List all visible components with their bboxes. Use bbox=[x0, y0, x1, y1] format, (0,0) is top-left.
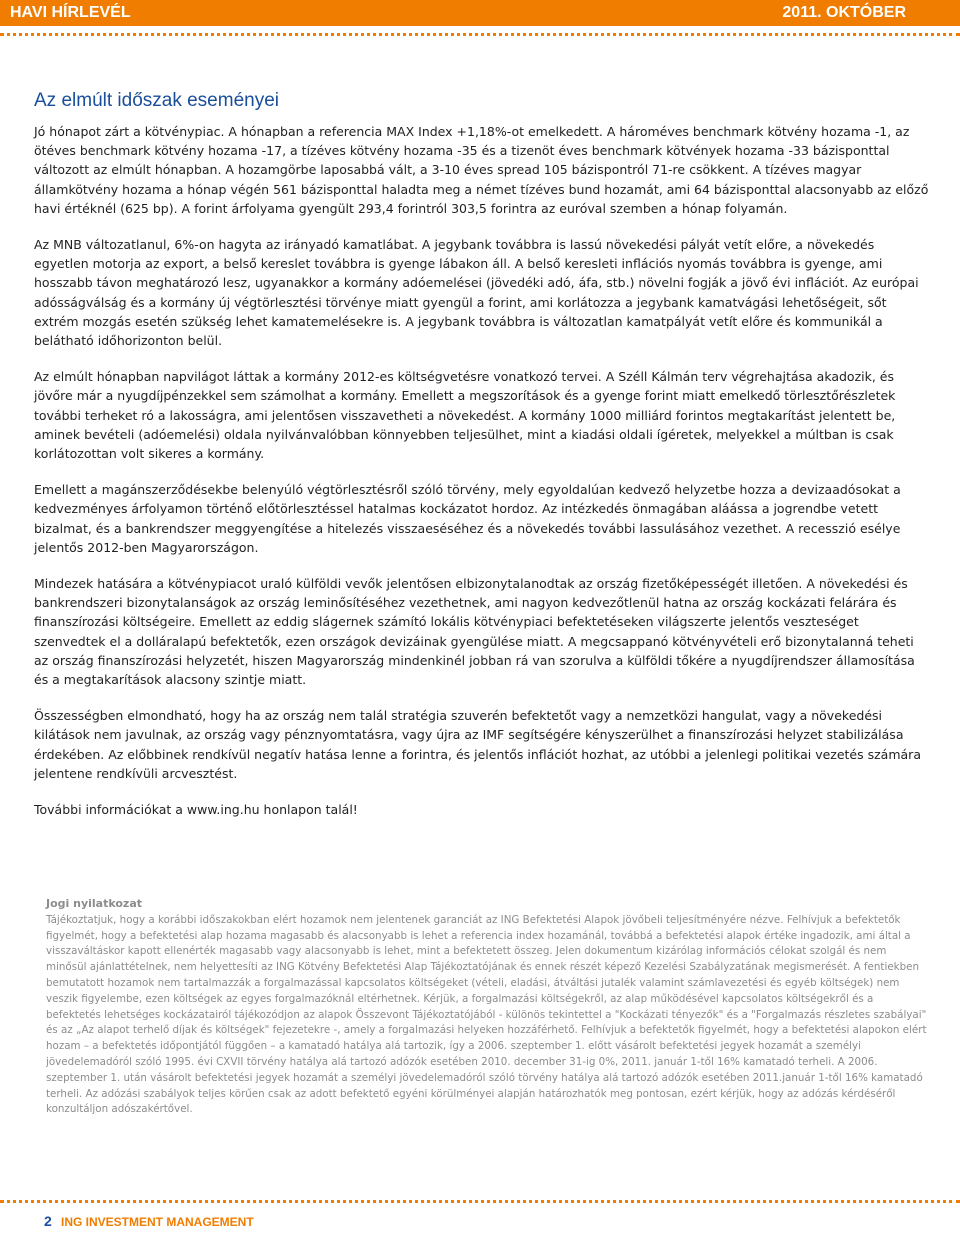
disclaimer-text: Tájékoztatjuk, hogy a korábbi időszakokban elért hozamok nem jelentenek garanciát az ING Befektetési Alapok jövőbeli teljesítményére nézve. Felhívjuk a befektetők figyelmét, hogy a befektetési alap hozama magasabb és alacsonyabb is lehet a referencia index hozamánál, továbbá a befektetési alapok értéke ingadozik, ami által a visszaváltáskor kapott ellenérték magasabb vagy alacsonyabb is lehet, mint a befektetett összeg. Jelen dokumentum kizárólag információs célokat szolgál és nem minősül ajánlattételnek, nem helyettesíti az ING Kötvény Befektetési Alap Tájékoztatójának és ennek részét képező Kezelési Szabályzatának megismerését. A fentiekben bemutatott hozamok nem tartalmazzák a forgalmazással kapcsolatos költségeket (vételi, eladási, átváltási jutalék valamint számlavezetési és egyéb költségek) nem veszik figyelembe, ezen költségek az egyes forgalmazóknál eltérhetnek. Kérjük, a forgalmazási költségekről, az alap működésével kapcsolatos költségekről és a befektetés lehetséges kockázatairól tájékozódjon az alapok Összevont Tájékoztatójából - különös tekintettel a "Kockázati tényezők" és a "Forgalmazás részletes szabályai" és az „Az alapot terhelő díjak és költségek" fejezetekre -, amely a forgalmazási helyeken hozzáférhető. Felhívjuk a befektetők figyelmét, hogy a befektetési alapokon elért hozam – a befektetés időpontjától függően – a kamatadó hatálya alá tartozik, így a 2006. szeptember 1. előtt vásárolt befektetési jegyek hozamát a személyi jövedelemadóról szóló 1995. évi CXVII törvény hatálya alá tartozó adózók esetében 2010. december 31-ig 0%, 2011. január 1-től 16% kamatadó terheli. A 2006. szeptember 1. után vásárolt befektetési jegyek hozamát a személyi jövedelemadóról szóló törvény hatálya alá tartozó adózók esetében 2011.január 1-től 16% kamatadó terheli. Az adózási szabályok teljes körűen csak az adott befektető egyéni körülményei alapján határozhatók meg pontosan, ezért kérjük, hogy az adózás kérdéséről konzultáljon adószakértővel. bbox=[46, 913, 927, 1116]
paragraph: Az MNB változatlanul, 6%-on hagyta az irányadó kamatlábat. A jegybank továbbra is lassú növekedési pályát vetít előre, a növekedés egyetlen motorja az export, a belső kereslet továbbra is gyenge lábakon áll. A belső keresleti inflációs nyomás továbbra is gyenge, ami hosszabb távon meghatározó lesz, ugyanakkor a kormány adóemelései (jövedéki adó, áfa, stb.) növelni fogják a jövő évi inflációt. Az európai adósságválság és a kormány új végtörlesztési törvénye miatt gyengül a forint, ami korlátozza a jegybank kamatvágási lehetőségeit, sőt extrém mozgás esetén szükség lehet kamatemelésekre is. A jegybank továbbra is változatlan kamatpályát vetít előre és kommunikál a belátható időhorizonton belül. bbox=[34, 237, 919, 349]
header-divider bbox=[0, 33, 960, 36]
paragraph: Emellett a magánszerződésekbe belenyúló végtörlesztésről szóló törvény, mely egyoldalúan kedvező helyzetbe hozza a devizaadósokat a kedvezményes árfolyamon történő előtörlesztéssel hatalmas kockázatot hordoz. Az intézkedés önmagában aláássa a jogrendbe vetett bizalmat, és a bankrendszer meggyengítése a hitelezés visszaeséséhez és a növekedés további lassulásához vezethet. A recesszió esélye jelentős 2012-ben Magyarországon. bbox=[34, 482, 901, 555]
article-body bbox=[34, 122, 930, 836]
newsletter-title: HAVI HÍRLEVÉL bbox=[10, 4, 131, 21]
disclaimer-title: Jogi nyilatkozat bbox=[46, 897, 143, 910]
issue-date: 2011. OKTÓBER bbox=[782, 4, 906, 21]
more-info-line: További információkat a www.ing.hu honlapon talál! bbox=[34, 802, 358, 818]
page-number: 2 bbox=[44, 1213, 52, 1229]
legal-disclaimer bbox=[46, 896, 928, 1118]
paragraph: Összességben elmondható, hogy ha az ország nem talál stratégia szuverén befektetőt vagy a nemzetközi hangulat, vagy a növekedési kilátások nem javulnak, az ország vagy pénznyomtatásra, vagy újra az IMF segítségére kényszerülhet a finanszírozási helyzet stabilizálása érdekében. Az előbbinek rendkívül negatív hatása lenne a forintra, és jelentős inflációt hozhat, az utóbbi a jelenlegi politikai vezetés számára jelentene rendkívüli arcvesztést. bbox=[34, 708, 921, 781]
paragraph: Jó hónapot zárt a kötvénypiac. A hónapban a referencia MAX Index +1,18%-ot emelkedett. A hároméves benchmark kötvény hozama -1, az ötéves benchmark kötvény hozama -17, a tízéves kötvény hozama -35 és a tizenöt éves benchmark kötvények hozama -33 bázisponttal változott az elmúlt hónapban. A hozamgörbe laposabbá vált, a 3-10 éves spread 105 bázispontról 71-re csökkent. A tízéves magyar államkötvény hozama a hónap végén 561 bázisponttal haladta meg a német tízéves bund hozamát, ami 64 bázisponttal alacsonyabb az előző havi értéknél (625 bp). A forint árfolyama gyengült 293,4 forintról 303,5 forintra az euróval szemben a hónap folyamán. bbox=[34, 124, 929, 216]
paragraph: Az elmúlt hónapban napvilágot láttak a kormány 2012-es költségvetésre vonatkozó tervei. A Széll Kálmán terv végrehajtása akadozik, és jövőre már a nyugdíjpénzekkel sem számolhat a kormány. Emellett a megszorítások és a gyenge forint miatt emelkedő törlesztőrészletek további terheket ró a lakosságra, ami jelentősen visszavetheti a növekedést. A kormány 1000 milliárd forintos megtakarítást jelentett be, aminek bevételi (adóemelési) oldala nyilvánvalóbban könnyebben teljesülhet, mint a kiadási oldali ígéretek, melyekkel a múltban is csak korlátozottan volt sikeres a kormány. bbox=[34, 369, 896, 462]
paragraph: Mindezek hatására a kötvénypiacot uraló külföldi vevők jelentősen elbizonytalanodtak az ország fizetőképességét illetően. A növekedési és bankrendszeri bizonytalanságok az ország leminősítéséhez vezethetnek, ami nagyon kedvezőtlenül hatna az ország kockázati felárára és finanszírozási költségeire. Emellett az eddig slágernek számító lokális kötvénypiaci befektetéseken világszerte jelentős veszteséget szenvedtek el a dolláralapú befektetők, ezen országok devizáinak gyengülése miatt. A megcsappanó kötvényvételi erő bizonytalanná teheti az ország finanszírozási helyzetét, hiszen Magyarország mindenkinél jobban rá van szorulva a külföldi tőkére a nyugdíjrendszer államosítása és a megtakarítások alacsony szintje miatt. bbox=[34, 576, 915, 688]
header-bar bbox=[0, 0, 960, 26]
footer-divider bbox=[0, 1200, 960, 1203]
section-title: Az elmúlt időszak eseményei bbox=[34, 90, 279, 111]
brand-label: ING INVESTMENT MANAGEMENT bbox=[61, 1215, 254, 1229]
